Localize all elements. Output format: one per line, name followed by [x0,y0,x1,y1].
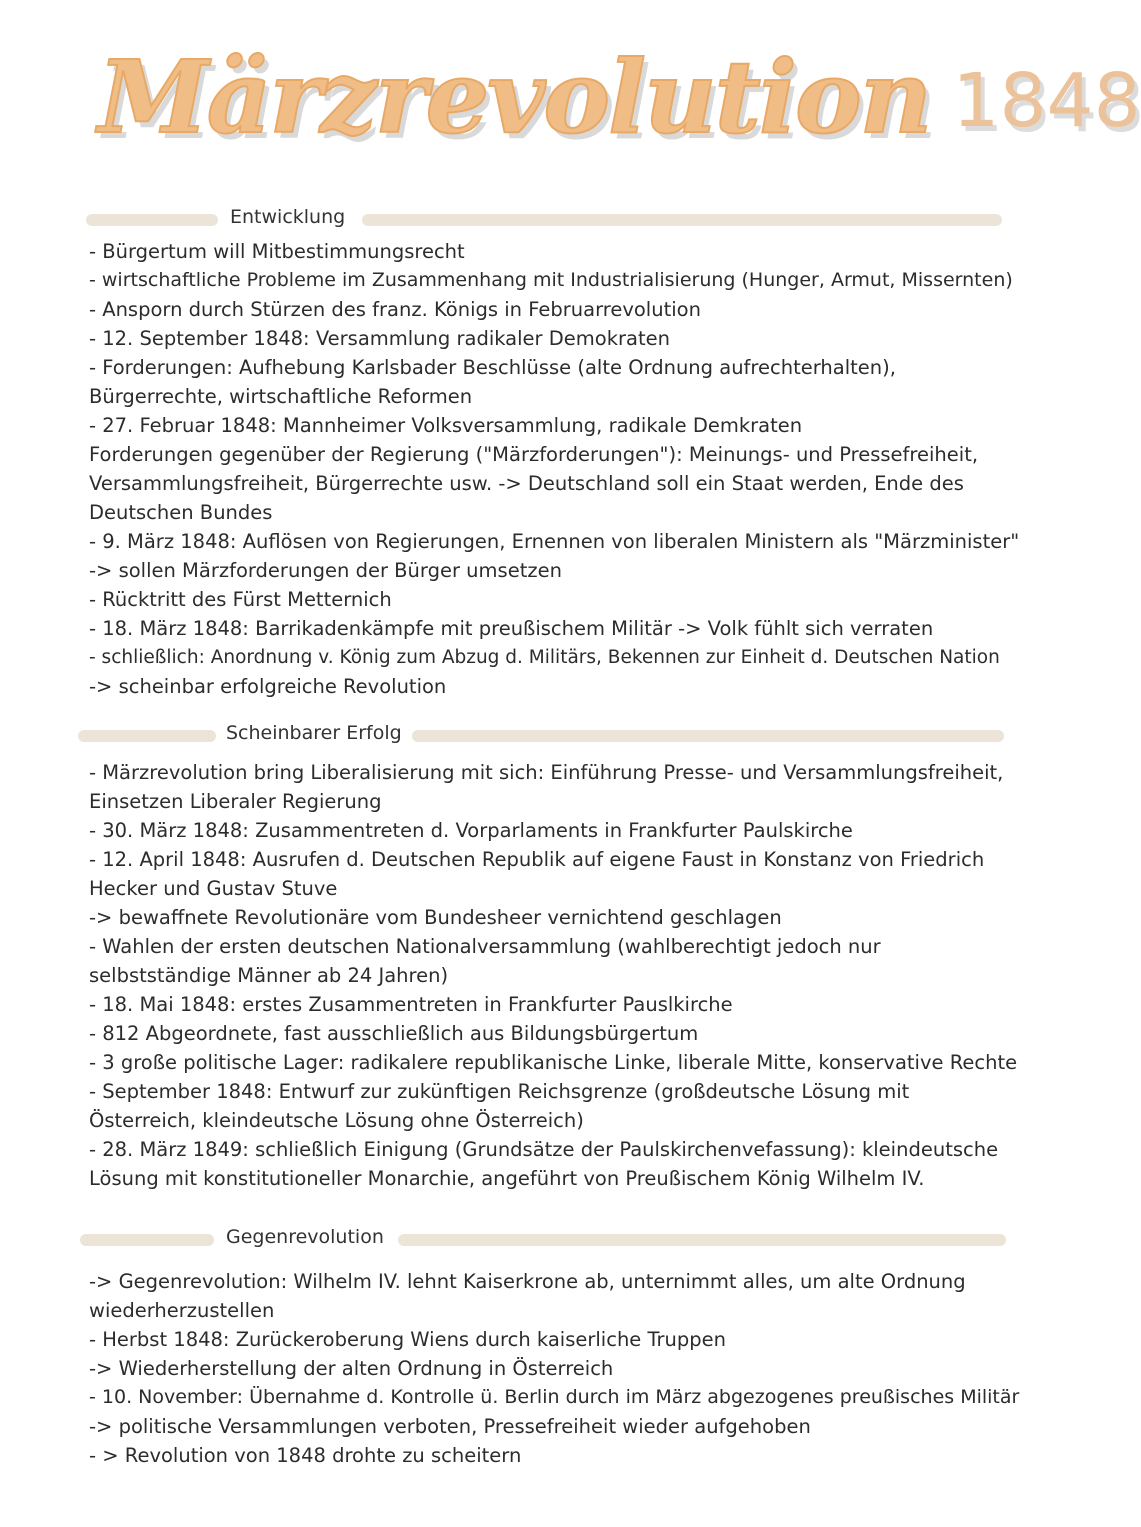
section-heading: Gegenrevolution [226,1226,384,1248]
title-year: 1848 [952,58,1141,144]
text-line: -> Wiederherstellung der alten Ordnung in Österreich [89,1357,614,1380]
text-line: -> politische Versammlungen verboten, Pressefreiheit wieder aufgehoben [89,1415,811,1438]
text-line: -> bewaffnete Revolutionäre vom Bundesheer vernichtend geschlagen [89,906,782,929]
section-entwicklung [0,206,1080,698]
section-text [89,1267,1019,1470]
text-line: - Bürgertum will Mitbestimmungsrecht [89,240,465,263]
text-line: - > Revolution von 1848 drohte zu scheitern [89,1444,522,1467]
text-line: Österreich, kleindeutsche Lösung ohne Österreich) [89,1109,584,1132]
text-line: Lösung mit konstitutioneller Monarchie, angeführt von Preußischem König Wilhelm IV. [89,1167,925,1190]
section-scheinbarer-erfolg [0,722,1080,1190]
heading-divider-right [412,730,1004,742]
heading-divider-left [86,214,218,226]
text-line: - 12. September 1848: Versammlung radikaler Demokraten [89,327,670,350]
text-line: - Wahlen der ersten deutschen Nationalversammlung (wahlberechtigt jedoch nur [89,935,881,958]
section-heading: Entwicklung [230,206,346,228]
text-line: - Rücktritt des Fürst Metternich [89,588,392,611]
text-line: - 812 Abgeordnete, fast ausschließlich aus Bildungsbürgertum [89,1022,699,1045]
text-line: - 27. Februar 1848: Mannheimer Volksversammlung, radikale Demkraten [89,414,803,437]
text-line: - 10. November: Übernahme d. Kontrolle ü. Berlin durch im März abgezogenes preußisches Militär [89,1386,1020,1408]
text-line: -> scheinbar erfolgreiche Revolution [89,675,447,698]
section-gegenrevolution [0,1226,1080,1467]
text-line: - 3 große politische Lager: radikalere republikanische Linke, liberale Mitte, konservative Rechte [89,1051,1018,1074]
text-line: - wirtschaftliche Probleme im Zusammenhang mit Industrialisierung (Hunger, Armut, Missernten) [89,269,1013,291]
section-heading-row [0,206,1080,232]
text-line: Deutschen Bundes [89,501,273,524]
heading-divider-right [362,214,1002,226]
heading-divider-right [398,1234,1006,1246]
text-line: - 30. März 1848: Zusammentreten d. Vorparlaments in Frankfurter Paulskirche [89,819,853,842]
text-line: Versammlungsfreiheit, Bürgerrechte usw. -> Deutschland soll ein Staat werden, Ende des [89,472,964,495]
text-line: Hecker und Gustav Stuve [89,877,338,900]
text-line: - 12. April 1848: Ausrufen d. Deutschen Republik auf eigene Faust in Konstanz von Friedrich [89,848,985,871]
title-text: Märzrevolution [98,38,931,156]
text-line: selbstständige Männer ab 24 Jahren) [89,964,449,987]
section-text [89,758,1019,1193]
text-line: - Ansporn durch Stürzen des franz. Königs in Februarrevolution [89,298,701,321]
section-heading-row [0,1226,1080,1252]
section-text [89,237,1019,701]
text-line: - 28. März 1849: schließlich Einigung (Grundsätze der Paulskirchenvefassung): kleindeutsche [89,1138,999,1161]
text-line: - Forderungen: Aufhebung Karlsbader Beschlüsse (alte Ordnung aufrechterhalten), [89,356,896,379]
text-line: - 9. März 1848: Auflösen von Regierungen, Ernennen von liberalen Ministern als "Märzminister" [89,530,1020,553]
heading-divider-left [78,730,216,742]
text-line: wiederherzustellen [89,1299,275,1322]
section-heading-row [0,722,1080,748]
text-line: - Herbst 1848: Zurückeroberung Wiens durch kaiserliche Truppen [89,1328,727,1351]
text-line: -> Gegenrevolution: Wilhelm IV. lehnt Kaiserkrone ab, unternimmt alles, um alte Ordnung [89,1270,966,1293]
page-title [98,38,1141,156]
section-heading: Scheinbarer Erfolg [226,722,402,744]
text-line: - schließlich: Anordnung v. König zum Abzug d. Militärs, Bekennen zur Einheit d. Deutschen Nation [89,647,1000,668]
text-line: Forderungen gegenüber der Regierung ("Märzforderungen"): Meinungs- und Pressefreiheit, [89,443,979,466]
text-line: Einsetzen Liberaler Regierung [89,790,382,813]
text-line: - September 1848: Entwurf zur zukünftigen Reichsgrenze (großdeutsche Lösung mit [89,1080,910,1103]
text-line: Bürgerrechte, wirtschaftliche Reformen [89,385,473,408]
text-line: - 18. Mai 1848: erstes Zusammentreten in Frankfurter Pauslkirche [89,993,733,1016]
heading-divider-left [80,1234,214,1246]
text-line: - Märzrevolution bring Liberalisierung mit sich: Einführung Presse- und Versammlungsfreiheit, [89,761,1004,784]
text-line: - 18. März 1848: Barrikadenkämpfe mit preußischem Militär -> Volk fühlt sich verraten [89,617,934,640]
text-line: -> sollen Märzforderungen der Bürger umsetzen [89,559,562,582]
